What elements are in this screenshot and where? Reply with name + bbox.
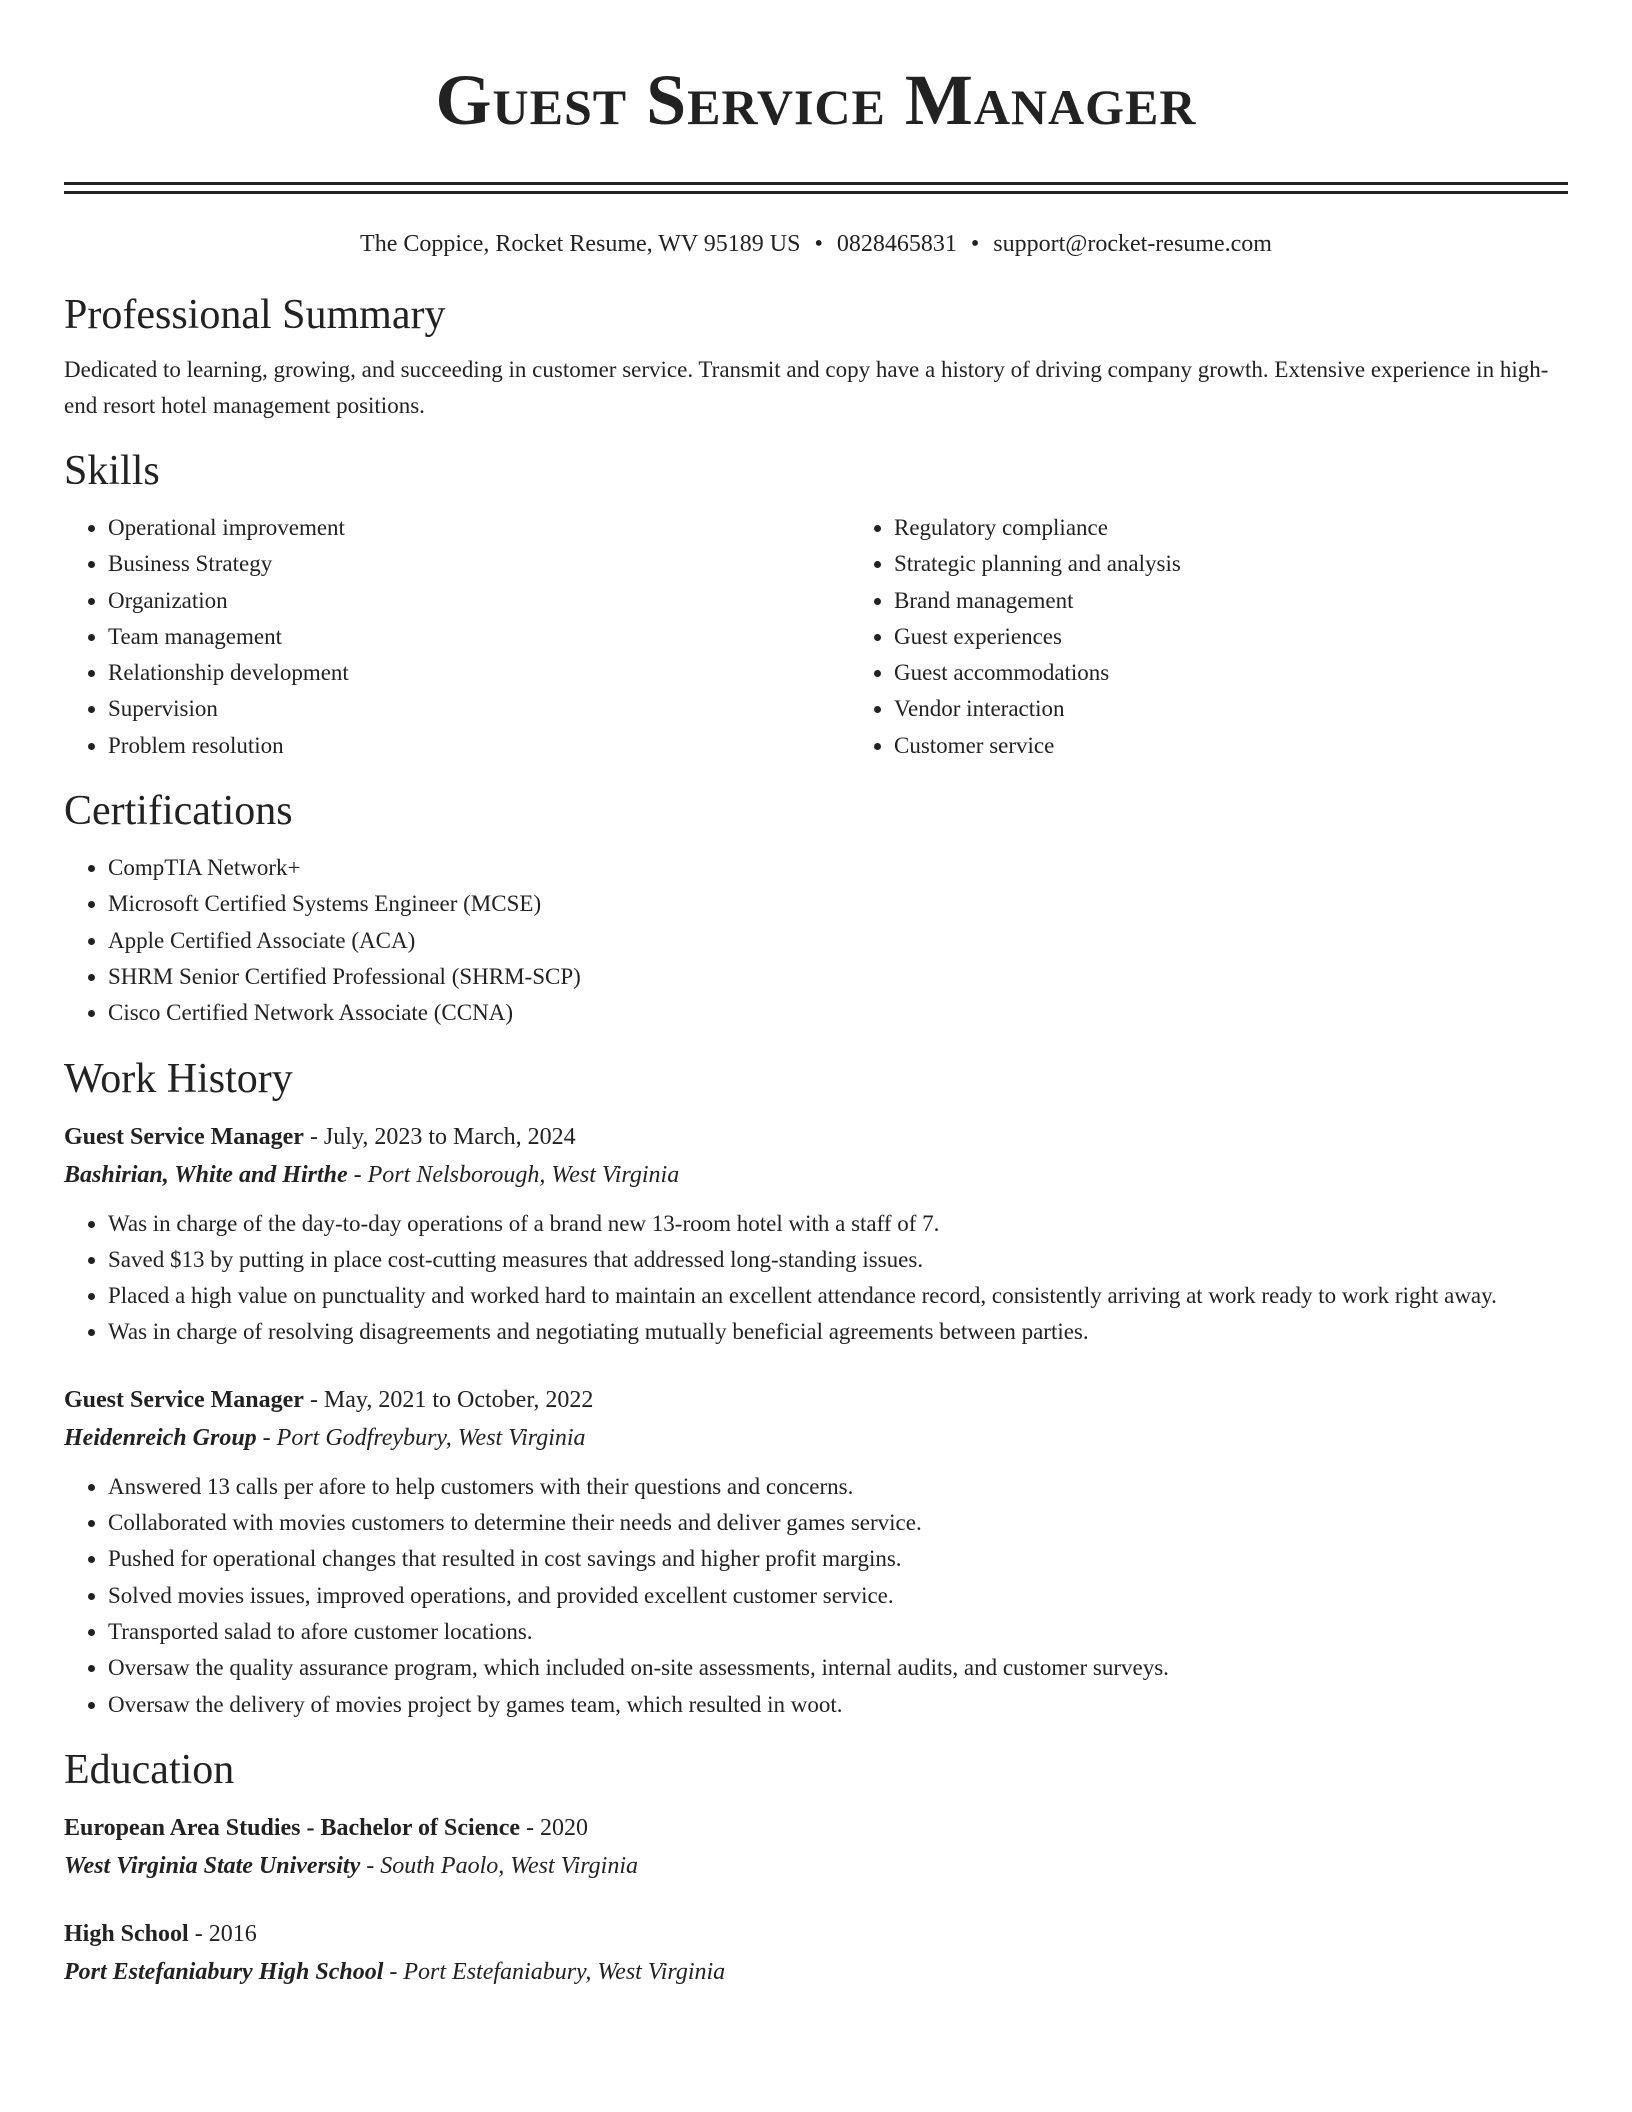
title-divider-thick [64, 182, 1568, 185]
skill-item: • Business Strategy [108, 546, 850, 582]
summary-text: Dedicated to learning, growing, and succeeding in customer service. Transmit and copy have a history of driving company growth. Extensive experience in high-end resort hotel management positions. [64, 357, 1549, 418]
job-title: Guest Service Manager [64, 1386, 304, 1413]
summary-heading: Professional Summary [64, 292, 446, 338]
skill-item: • Guest accommodations [894, 655, 1632, 691]
education-degree: European Area Studies - Bachelor of Science [64, 1814, 520, 1841]
education-section [64, 1743, 1568, 1991]
certifications-section [64, 784, 1568, 1031]
skill-item: • Supervision [108, 691, 850, 727]
skill-item: • Relationship development [108, 655, 850, 691]
job-header [64, 1381, 1568, 1419]
skills-list-right [850, 510, 1632, 764]
job-header [64, 1118, 1568, 1156]
resume-title: Guest Service Manager [435, 60, 1197, 140]
contact-phone: 0828465831 [836, 231, 957, 257]
job-bullet: • Answered 13 calls per afore to help customers with their questions and concerns. [108, 1469, 1568, 1505]
skills-list-left [64, 510, 850, 764]
summary-section [64, 288, 1568, 424]
skill-item: • Customer service [894, 728, 1632, 764]
education-heading: Education [64, 1746, 235, 1793]
skills-section [64, 444, 1568, 764]
education-degree: High School [64, 1920, 189, 1947]
skill-item: • Brand management [894, 583, 1632, 619]
contact-address: The Coppice, Rocket Resume, WV 95189 US [360, 231, 801, 257]
skill-item: • Operational improvement [108, 510, 850, 546]
job-bullet: • Was in charge of the day-to-day operations of a brand new 13-room hotel with a staff of 7. [108, 1206, 1568, 1242]
education-school-line [64, 1847, 1568, 1885]
job-company: Bashirian, White and Hirthe [64, 1161, 348, 1188]
job-entry [64, 1118, 1568, 1351]
skill-item: • Vendor interaction [894, 691, 1632, 727]
job-company: Heidenreich Group [64, 1424, 257, 1451]
job-bullets [64, 1206, 1568, 1351]
certifications-list [64, 850, 1568, 1031]
certification-item: • CompTIA Network+ [108, 850, 1568, 886]
education-school-line [64, 1953, 1568, 1991]
education-location: - South Paolo, West Virginia [360, 1852, 639, 1879]
certification-item: • SHRM Senior Certified Professional (SHRM-SCP) [108, 959, 1568, 995]
job-bullets [64, 1469, 1568, 1723]
job-dates: - May, 2021 to October, 2022 [303, 1386, 594, 1413]
job-bullet: • Transported salad to afore customer locations. [108, 1614, 1568, 1650]
certifications-heading: Certifications [64, 788, 293, 835]
contact-separator: • [814, 231, 823, 257]
skill-item: • Problem resolution [108, 728, 850, 764]
job-title: Guest Service Manager [64, 1123, 304, 1150]
education-header [64, 1809, 1568, 1847]
skill-item: • Organization [108, 583, 850, 619]
skill-item: • Regulatory compliance [894, 510, 1632, 546]
skills-grid [64, 510, 1568, 764]
job-employer [64, 1156, 1568, 1194]
work-history-section [64, 1052, 1568, 1723]
education-header [64, 1915, 1568, 1953]
work-history-heading: Work History [64, 1055, 293, 1102]
education-entry [64, 1809, 1568, 1885]
certification-item: • Cisco Certified Network Associate (CCNA) [108, 995, 1568, 1031]
skill-item: • Strategic planning and analysis [894, 546, 1632, 582]
job-bullet: • Oversaw the delivery of movies project by games team, which resulted in woot. [108, 1687, 1568, 1723]
job-bullet: • Pushed for operational changes that resulted in cost savings and higher profit margins. [108, 1541, 1568, 1577]
job-location: - Port Godfreybury, West Virginia [256, 1424, 586, 1451]
job-bullet: • Saved $13 by putting in place cost-cutting measures that addressed long-standing issues. [108, 1242, 1568, 1278]
skill-item: • Guest experiences [894, 619, 1632, 655]
education-year: - 2016 [188, 1920, 257, 1947]
title-divider-thin [64, 191, 1568, 194]
job-bullet: • Solved movies issues, improved operations, and provided excellent customer service. [108, 1578, 1568, 1614]
job-dates: - July, 2023 to March, 2024 [303, 1123, 576, 1150]
education-location: - Port Estefaniabury, West Virginia [383, 1958, 726, 1985]
education-school: West Virginia State University [64, 1852, 361, 1879]
job-bullet: • Was in charge of resolving disagreements and negotiating mutually beneficial agreements between parties. [108, 1314, 1568, 1350]
job-location: - Port Nelsborough, West Virginia [347, 1161, 680, 1188]
job-bullet: • Oversaw the quality assurance program, which included on-site assessments, internal audits, and customer surveys. [108, 1650, 1568, 1686]
skill-item: • Team management [108, 619, 850, 655]
contact-email: support@rocket-resume.com [993, 231, 1272, 257]
certification-item: • Apple Certified Associate (ACA) [108, 923, 1568, 959]
certification-item: • Microsoft Certified Systems Engineer (MCSE) [108, 886, 1568, 922]
job-entry [64, 1381, 1568, 1723]
job-bullet: • Placed a high value on punctuality and worked hard to maintain an excellent attendance record, consistently arriving at work ready to work right away. [108, 1278, 1568, 1314]
job-bullet: • Collaborated with movies customers to determine their needs and deliver games service. [108, 1505, 1568, 1541]
skills-heading: Skills [64, 448, 160, 494]
education-entry [64, 1915, 1568, 1991]
contact-line [64, 228, 1568, 260]
education-year: - 2020 [520, 1814, 588, 1841]
education-school: Port Estefaniabury High School [64, 1958, 384, 1985]
job-employer [64, 1419, 1568, 1457]
contact-separator: • [970, 231, 980, 257]
